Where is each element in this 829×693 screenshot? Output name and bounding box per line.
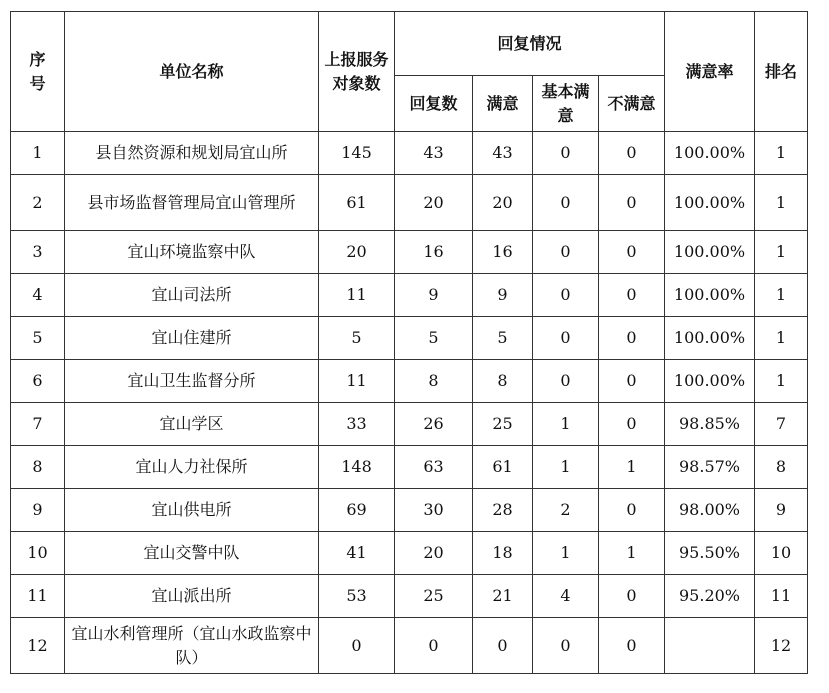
cell-satisfied: 8 [473,360,533,403]
cell-reply: 20 [395,175,473,231]
cell-satisfied: 28 [473,489,533,532]
cell-satisfied: 5 [473,317,533,360]
cell-rate: 95.50% [665,532,755,575]
cell-satisfied: 16 [473,231,533,274]
cell-rate: 98.00% [665,489,755,532]
cell-reply: 9 [395,274,473,317]
cell-reply: 25 [395,575,473,618]
cell-no: 4 [11,274,65,317]
cell-unit: 宜山供电所 [65,489,319,532]
cell-no: 11 [11,575,65,618]
cell-no: 8 [11,446,65,489]
header-seq: 序 号 [11,12,65,132]
table-row [11,532,808,575]
header-reported-count: 上报服务对象数 [319,12,395,132]
cell-reply: 43 [395,132,473,175]
cell-satisfied: 43 [473,132,533,175]
cell-unsat: 0 [599,575,665,618]
cell-unit: 宜山交警中队 [65,532,319,575]
cell-unsat: 1 [599,532,665,575]
cell-rate: 100.00% [665,274,755,317]
cell-basic: 1 [533,446,599,489]
header-row-1 [11,12,808,76]
cell-unit: 宜山学区 [65,403,319,446]
cell-reply: 16 [395,231,473,274]
cell-unsat: 0 [599,360,665,403]
header-rank: 排名 [755,12,808,132]
cell-reply: 63 [395,446,473,489]
table-row [11,403,808,446]
cell-rate [665,618,755,674]
cell-unit: 县市场监督管理局宜山管理所 [65,175,319,231]
cell-rank: 7 [755,403,808,446]
cell-unsat: 0 [599,132,665,175]
header-reply-count: 回复数 [395,76,473,132]
cell-reported: 145 [319,132,395,175]
cell-basic: 0 [533,360,599,403]
table-row [11,175,808,231]
cell-reported: 33 [319,403,395,446]
cell-reported: 41 [319,532,395,575]
table-row [11,360,808,403]
cell-reply: 5 [395,317,473,360]
cell-reported: 5 [319,317,395,360]
cell-rate: 100.00% [665,317,755,360]
cell-satisfied: 61 [473,446,533,489]
cell-unit: 宜山人力社保所 [65,446,319,489]
cell-unsat: 0 [599,489,665,532]
header-satisfied: 满意 [473,76,533,132]
cell-reported: 53 [319,575,395,618]
cell-reported: 0 [319,618,395,674]
cell-rate: 95.20% [665,575,755,618]
cell-reported: 20 [319,231,395,274]
cell-rate: 100.00% [665,175,755,231]
cell-reported: 69 [319,489,395,532]
cell-unsat: 0 [599,175,665,231]
table-row [11,446,808,489]
cell-rate: 100.00% [665,132,755,175]
cell-satisfied: 20 [473,175,533,231]
table-row [11,575,808,618]
cell-rank: 1 [755,231,808,274]
cell-unit: 宜山水利管理所（宜山水政监察中队） [65,618,319,674]
cell-no: 5 [11,317,65,360]
cell-rank: 1 [755,274,808,317]
cell-reported: 11 [319,274,395,317]
cell-no: 9 [11,489,65,532]
cell-rate: 98.85% [665,403,755,446]
cell-unsat: 0 [599,317,665,360]
cell-basic: 0 [533,231,599,274]
cell-no: 7 [11,403,65,446]
table-row [11,274,808,317]
header-satisfaction-rate: 满意率 [665,12,755,132]
table-row [11,132,808,175]
cell-satisfied: 0 [473,618,533,674]
cell-reported: 148 [319,446,395,489]
cell-basic: 2 [533,489,599,532]
cell-basic: 0 [533,132,599,175]
table-row [11,317,808,360]
cell-no: 6 [11,360,65,403]
header-unit-name: 单位名称 [65,12,319,132]
cell-satisfied: 25 [473,403,533,446]
cell-unsat: 0 [599,618,665,674]
cell-basic: 4 [533,575,599,618]
header-unsatisfied: 不满意 [599,76,665,132]
cell-reported: 11 [319,360,395,403]
cell-rank: 12 [755,618,808,674]
cell-no: 1 [11,132,65,175]
cell-unit: 宜山派出所 [65,575,319,618]
cell-rate: 100.00% [665,231,755,274]
satisfaction-table [10,11,808,674]
cell-unit: 宜山环境监察中队 [65,231,319,274]
cell-no: 10 [11,532,65,575]
cell-unit: 宜山住建所 [65,317,319,360]
cell-reported: 61 [319,175,395,231]
cell-rank: 9 [755,489,808,532]
table-row [11,489,808,532]
cell-unsat: 0 [599,231,665,274]
cell-unsat: 0 [599,274,665,317]
cell-rank: 8 [755,446,808,489]
cell-reply: 8 [395,360,473,403]
cell-rank: 1 [755,317,808,360]
cell-basic: 1 [533,532,599,575]
cell-unit: 县自然资源和规划局宜山所 [65,132,319,175]
cell-reply: 26 [395,403,473,446]
cell-basic: 1 [533,403,599,446]
cell-rank: 1 [755,175,808,231]
cell-rate: 100.00% [665,360,755,403]
cell-reply: 0 [395,618,473,674]
cell-no: 3 [11,231,65,274]
cell-satisfied: 9 [473,274,533,317]
table-row [11,618,808,674]
cell-satisfied: 18 [473,532,533,575]
header-basic-satisfied: 基本满意 [533,76,599,132]
cell-no: 12 [11,618,65,674]
cell-reply: 20 [395,532,473,575]
cell-satisfied: 21 [473,575,533,618]
cell-rank: 10 [755,532,808,575]
cell-rank: 1 [755,132,808,175]
cell-rank: 11 [755,575,808,618]
cell-reply: 30 [395,489,473,532]
table-row [11,231,808,274]
cell-unsat: 1 [599,446,665,489]
cell-no: 2 [11,175,65,231]
cell-rate: 98.57% [665,446,755,489]
cell-rank: 1 [755,360,808,403]
cell-unsat: 0 [599,403,665,446]
cell-basic: 0 [533,175,599,231]
cell-basic: 0 [533,317,599,360]
cell-basic: 0 [533,274,599,317]
cell-unit: 宜山卫生监督分所 [65,360,319,403]
cell-unit: 宜山司法所 [65,274,319,317]
cell-basic: 0 [533,618,599,674]
header-reply-situation: 回复情况 [395,12,665,76]
